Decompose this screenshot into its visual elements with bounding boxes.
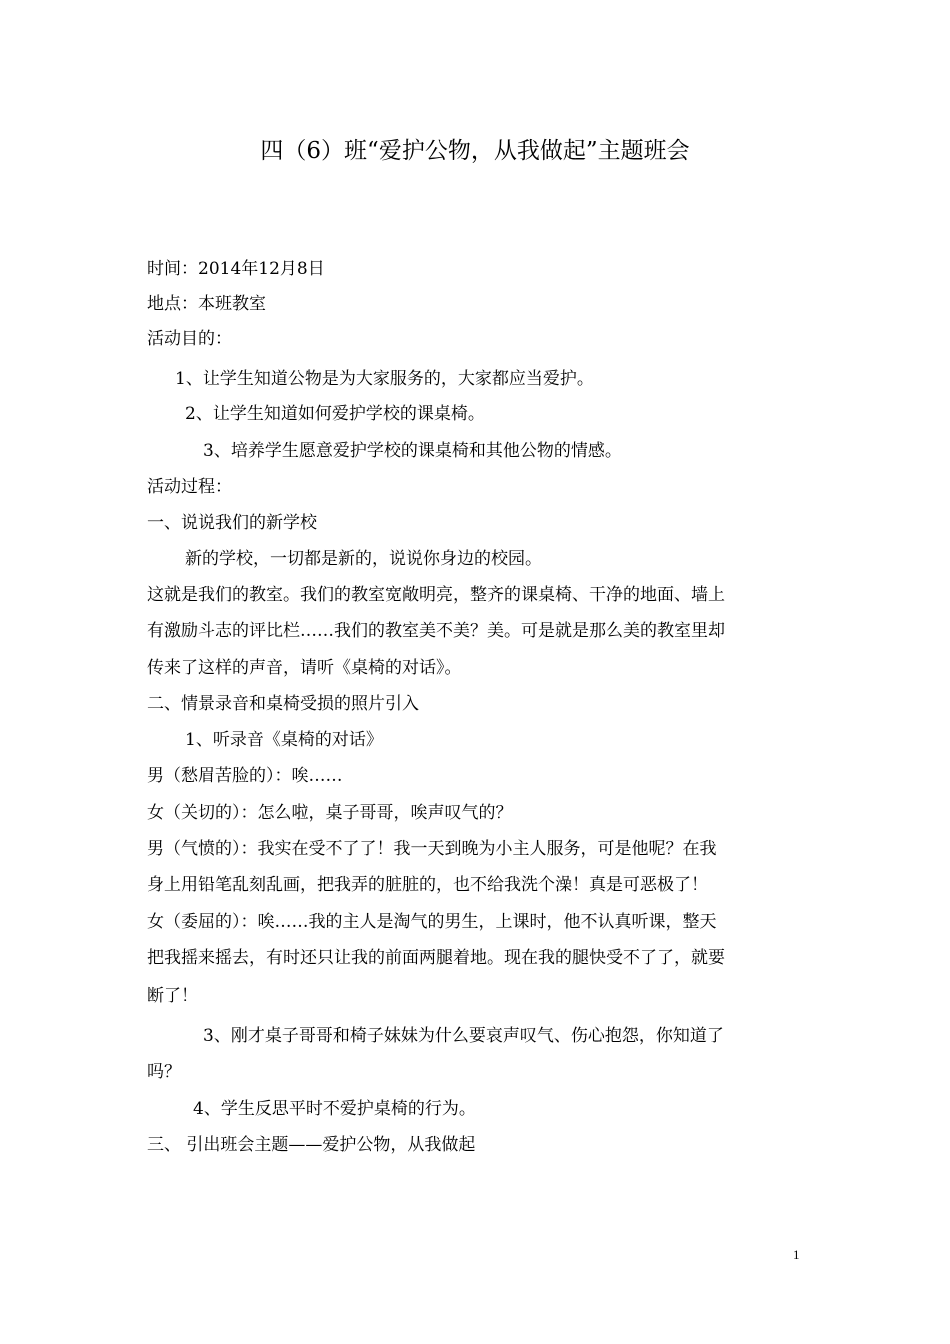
- document-title: 四（6）班“爱护公物，从我做起”主题班会: [260, 138, 690, 164]
- section-1-para-line-2: 有激励斗志的评比栏……我们的教室美不美？美。可是就是那么美的教室里却: [147, 621, 725, 641]
- section-2-heading: 二、情景录音和桌椅受损的照片引入: [147, 694, 419, 714]
- purpose-item-3: 3、培养学生愿意爱护学校的课桌椅和其他公物的情感。: [203, 441, 622, 461]
- page-number: 1: [793, 1247, 800, 1262]
- dialogue-female-2-line-1: 女（委屈的）：唉……我的主人是淘气的男生，上课时，他不认真听课，整天: [147, 912, 717, 932]
- purpose-item-1: 1、让学生知道公物是为大家服务的，大家都应当爱护。: [175, 369, 594, 389]
- section-2-item-3-line-1: 3、刚才桌子哥哥和椅子妹妹为什么要哀声叹气、伤心抱怨，你知道了: [203, 1026, 724, 1046]
- section-3-heading: 三、 引出班会主题——爱护公物，从我做起: [147, 1135, 476, 1155]
- activity-time: 时间：2014年12月8日: [147, 259, 325, 279]
- section-1-intro: 新的学校，一切都是新的，说说你身边的校园。: [185, 549, 542, 569]
- section-1-heading: 一、说说我们的新学校: [147, 513, 317, 533]
- dialogue-male-2-line-1: 男（气愤的）：我实在受不了了！我一天到晚为小主人服务，可是他呢？在我: [147, 839, 717, 859]
- section-2-item-3-line-2: 吗？: [147, 1062, 181, 1082]
- section-1-para-line-3: 传来了这样的声音，请听《桌椅的对话》。: [147, 658, 462, 678]
- dialogue-female-1: 女（关切的）：怎么啦，桌子哥哥，唉声叹气的？: [147, 803, 513, 823]
- purpose-item-2: 2、让学生知道如何爱护学校的课桌椅。: [185, 404, 485, 424]
- dialogue-male-1: 男（愁眉苦脸的）：唉……: [147, 766, 343, 786]
- dialogue-male-2-line-2: 身上用铅笔乱刻乱画，把我弄的脏脏的，也不给我洗个澡！真是可恶极了！: [147, 875, 708, 895]
- section-2-item-4: 4、学生反思平时不爱护桌椅的行为。: [193, 1099, 476, 1119]
- purpose-heading: 活动目的：: [147, 329, 232, 349]
- dialogue-female-2-line-3: 断了！: [147, 986, 198, 1006]
- process-heading: 活动过程：: [147, 477, 232, 497]
- section-2-item-1: 1、听录音《桌椅的对话》: [185, 730, 383, 750]
- activity-place: 地点：本班教室: [147, 294, 266, 314]
- dialogue-female-2-line-2: 把我摇来摇去，有时还只让我的前面两腿着地。现在我的腿快受不了了，就要: [147, 948, 725, 968]
- section-1-para-line-1: 这就是我们的教室。我们的教室宽敞明亮，整齐的课桌椅、干净的地面、墙上: [147, 585, 725, 605]
